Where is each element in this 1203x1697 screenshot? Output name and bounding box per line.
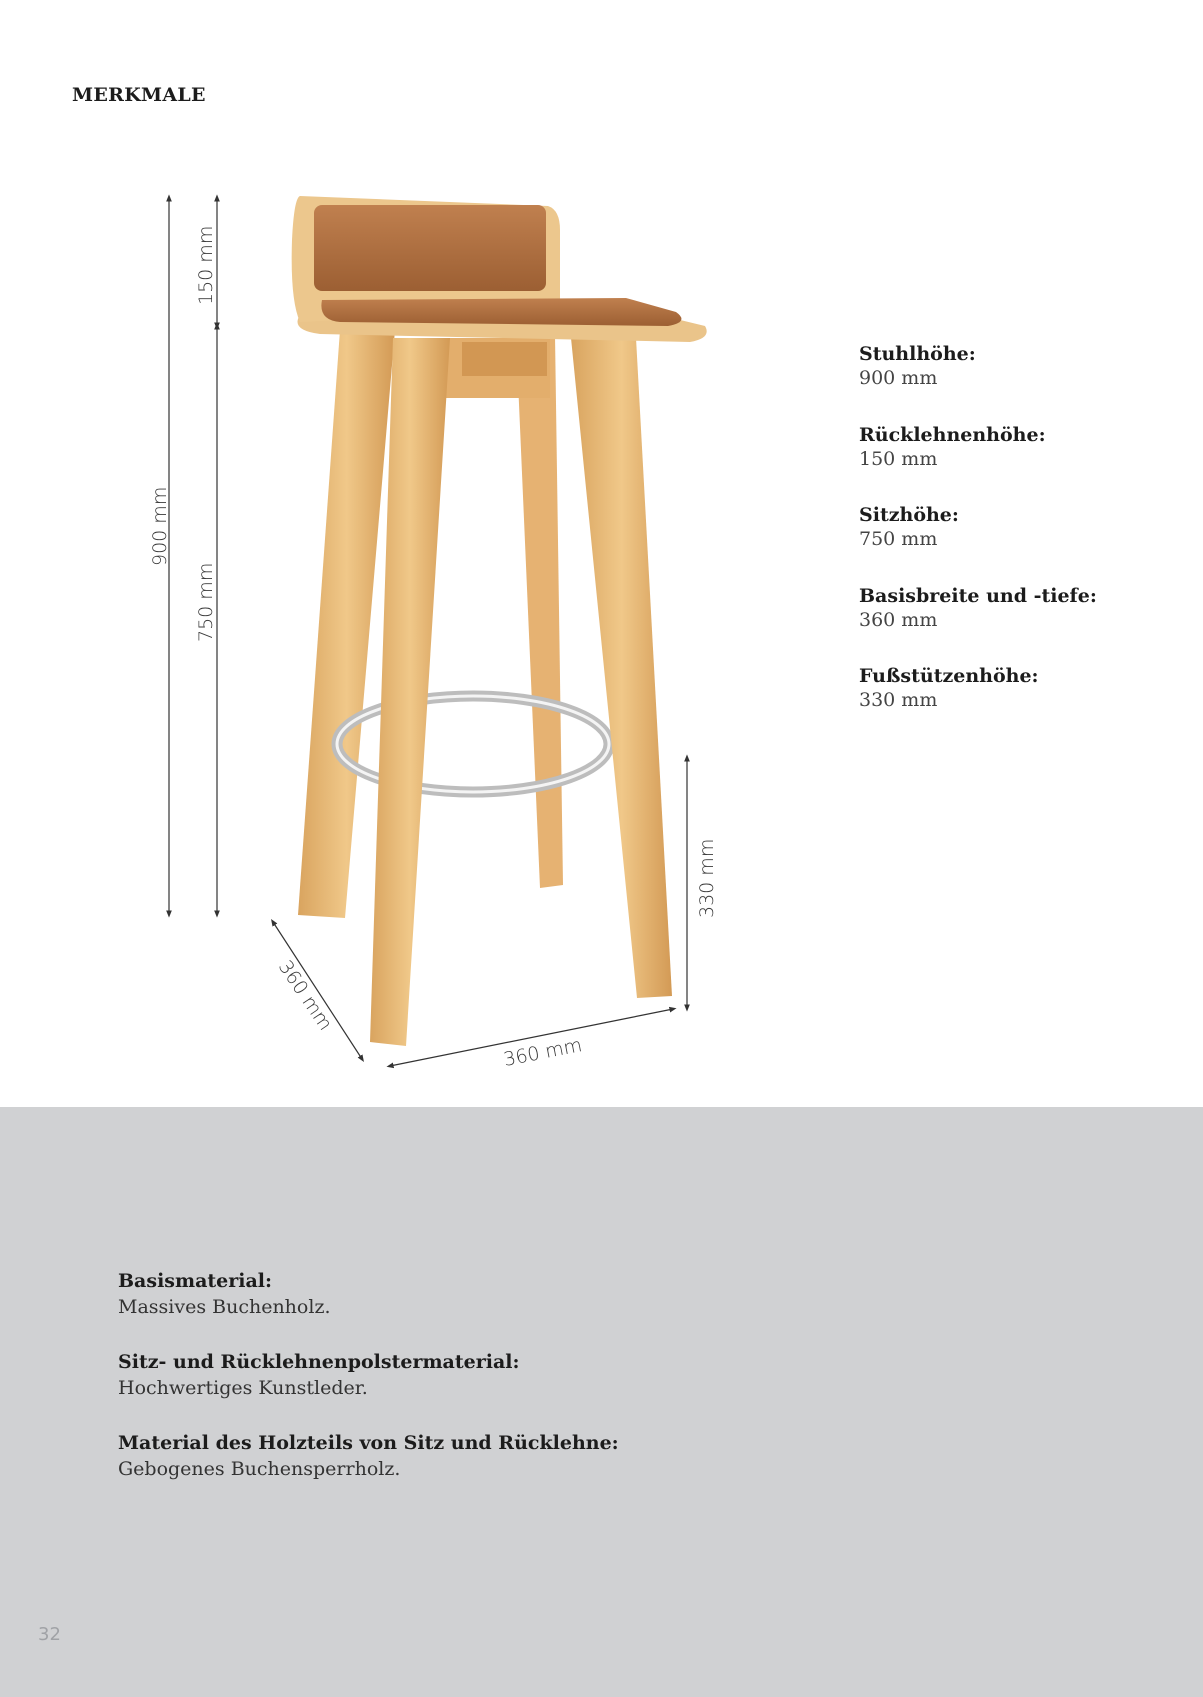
- seat-cushion: [321, 298, 681, 326]
- dim-label-750: 750 mm: [195, 562, 217, 642]
- dim-line-depth: [273, 922, 362, 1059]
- material-base: [118, 1268, 331, 1320]
- section-title: MERKMALE: [72, 84, 206, 106]
- material-label: Material des Holzteils von Sitz und Rücklehne:: [118, 1432, 619, 1454]
- spec-seat-height: [859, 503, 959, 551]
- dim-label-width: 360 mm: [501, 1034, 584, 1071]
- spec-label: Rücklehnenhöhe:: [859, 424, 1046, 446]
- dim-label-depth: 360 mm: [273, 956, 337, 1035]
- spec-backrest-height: [859, 423, 1046, 471]
- material-label: Sitz- und Rücklehnenpolstermaterial:: [118, 1351, 520, 1373]
- materials-section-bg: [0, 1107, 1203, 1697]
- page-number: 32: [38, 1624, 61, 1645]
- material-value: Hochwertiges Kunstleder.: [118, 1377, 368, 1399]
- spec-value: 900 mm: [859, 367, 938, 389]
- spec-value: 750 mm: [859, 528, 938, 550]
- spec-value: 360 mm: [859, 609, 938, 631]
- material-label: Basismaterial:: [118, 1270, 273, 1292]
- back-leg-right: [516, 335, 563, 888]
- stool-image: [292, 196, 707, 1046]
- spec-footrest-height: [859, 664, 1039, 712]
- spec-base-width-depth: [859, 584, 1097, 632]
- spec-label: Sitzhöhe:: [859, 504, 959, 526]
- stool-dimension-drawing: [0, 0, 760, 1100]
- dim-label-150: 150 mm: [195, 225, 217, 305]
- spec-chair-height: [859, 342, 976, 390]
- spec-label: Fußstützenhöhe:: [859, 665, 1039, 687]
- material-wood-part: [118, 1430, 619, 1482]
- spec-value: 150 mm: [859, 448, 938, 470]
- material-upholstery: [118, 1349, 520, 1401]
- dim-label-900: 900 mm: [149, 486, 171, 566]
- front-leg-right: [571, 338, 672, 998]
- spec-label: Basisbreite und -tiefe:: [859, 585, 1097, 607]
- dim-label-330: 330 mm: [696, 838, 718, 918]
- spec-value: 330 mm: [859, 689, 938, 711]
- backrest-cushion: [314, 205, 546, 291]
- material-value: Gebogenes Buchensperrholz.: [118, 1458, 401, 1480]
- material-value: Massives Buchenholz.: [118, 1296, 331, 1318]
- spec-label: Stuhlhöhe:: [859, 343, 976, 365]
